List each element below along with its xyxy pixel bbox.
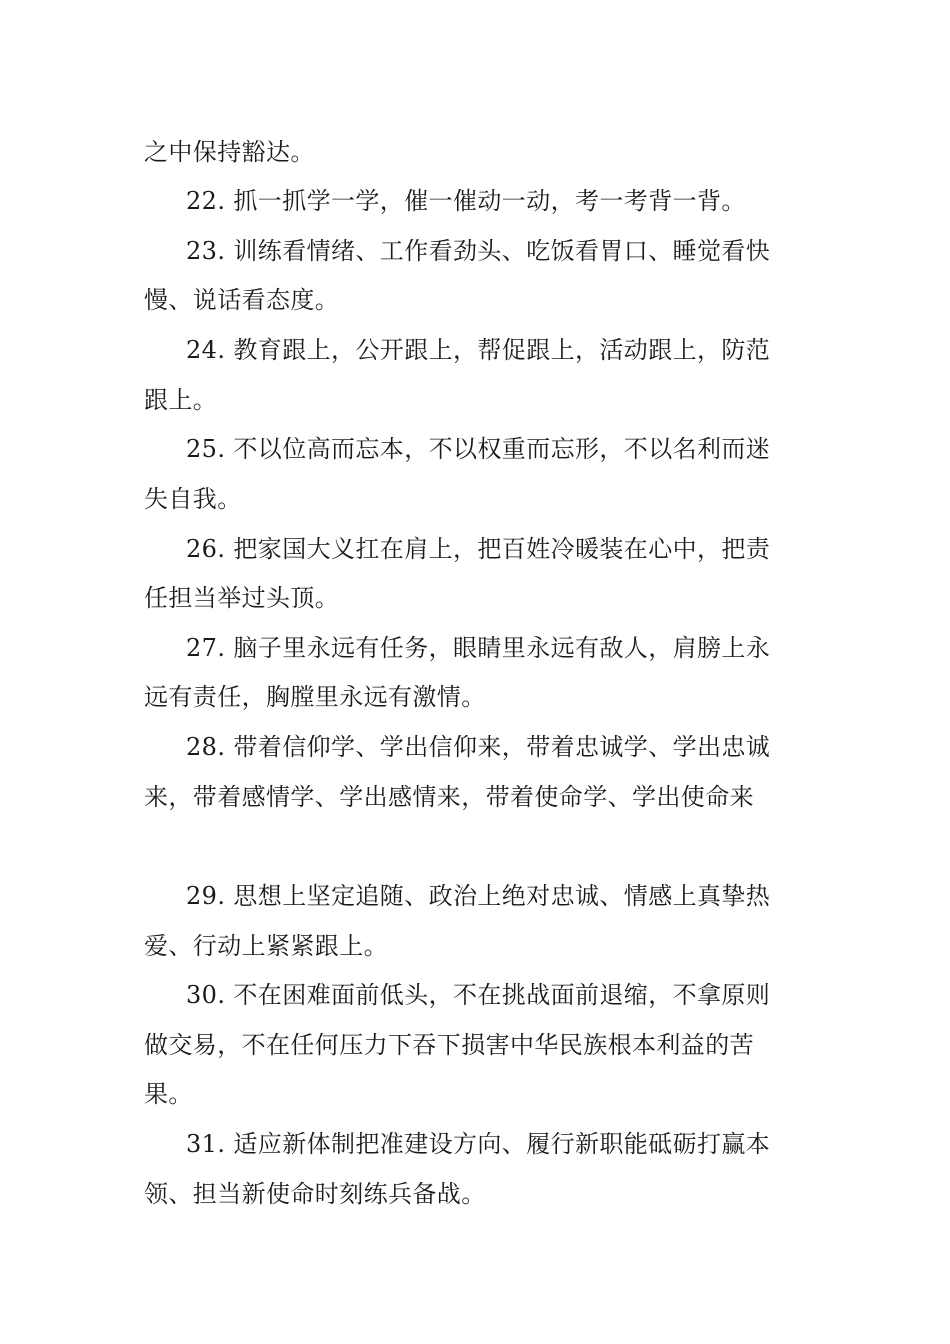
list-item-29: 29. 思想上坚定追随、政治上绝对忠诚、情感上真挚热 xyxy=(186,882,771,910)
text-line: 任担当举过头顶。 xyxy=(144,584,340,612)
text-line: 爱、行动上紧紧跟上。 xyxy=(144,932,388,960)
text-line: 做交易，不在任何压力下吞下损害中华民族根本利益的苦 xyxy=(144,1031,754,1059)
list-item-30: 30. 不在困难面前低头，不在挑战面前退缩，不拿原则 xyxy=(186,981,771,1009)
list-item-24: 24. 教育跟上，公开跟上，帮促跟上，活动跟上，防范 xyxy=(186,336,771,364)
text-line: 慢、说话看态度。 xyxy=(144,286,340,314)
list-item-26: 26. 把家国大义扛在肩上，把百姓冷暖装在心中，把责 xyxy=(186,535,771,563)
text-line: 跟上。 xyxy=(144,386,218,414)
text-line: 领、担当新使命时刻练兵备战。 xyxy=(144,1180,486,1208)
list-item-27: 27. 脑子里永远有任务，眼睛里永远有敌人，肩膀上永 xyxy=(186,634,771,662)
text-line: 之中保持豁达。 xyxy=(144,138,315,166)
list-item-28: 28. 带着信仰学、学出信仰来，带着忠诚学、学出忠诚 xyxy=(186,733,771,761)
text-line: 失自我。 xyxy=(144,485,242,513)
text-line: 远有责任，胸膛里永远有激情。 xyxy=(144,683,486,711)
list-item-25: 25. 不以位高而忘本，不以权重而忘形，不以名利而迷 xyxy=(186,435,771,463)
list-item-31: 31. 适应新体制把准建设方向、履行新职能砥砺打赢本 xyxy=(186,1130,771,1158)
text-line: 果。 xyxy=(144,1080,193,1108)
text-line: 来，带着感情学、学出感情来，带着使命学、学出使命来 xyxy=(144,783,754,811)
list-item-23: 23. 训练看情绪、工作看劲头、吃饭看胃口、睡觉看快 xyxy=(186,237,771,265)
list-item-22: 22. 抓一抓学一学，催一催动一动，考一考背一背。 xyxy=(186,187,746,215)
